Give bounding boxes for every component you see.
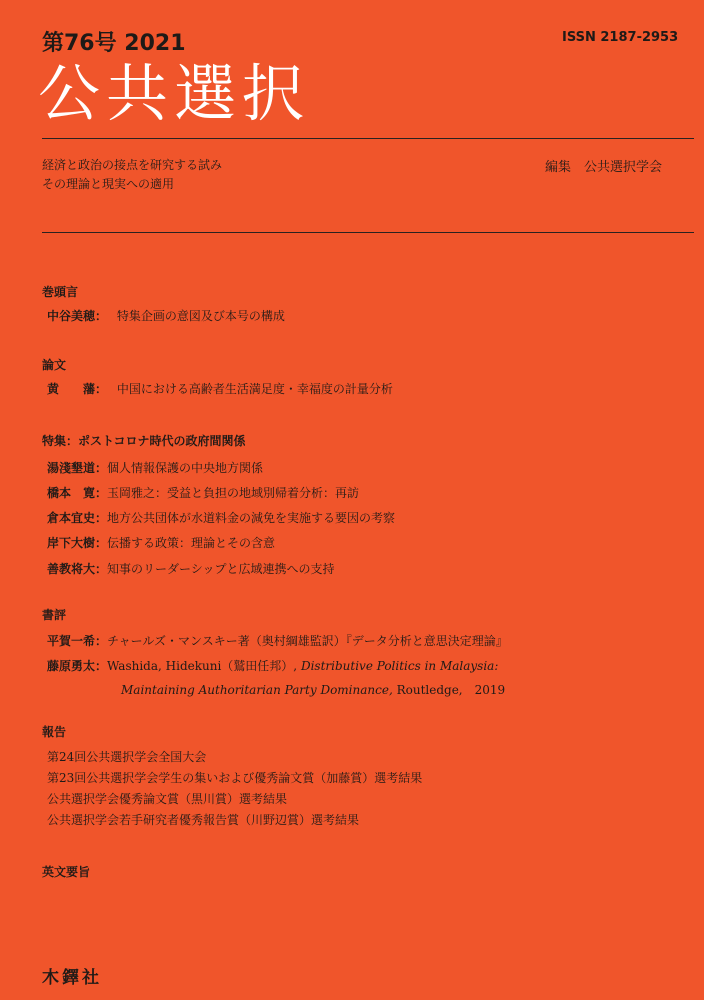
- toc-author: 藤原勇太：: [47, 659, 108, 673]
- editor: 編集 公共選択学会: [545, 160, 663, 175]
- toc-title-part: Maintaining Authoritarian Party Dominance,: [121, 683, 393, 697]
- report-item: 第23回公共選択学会学生の集いおよび優秀論文賞（加藤賞）選考結果: [47, 771, 423, 785]
- section-heading-article: 論文: [42, 358, 67, 372]
- toc-entry-special: [47, 459, 263, 476]
- section-heading-abstract: 英文要旨: [42, 865, 91, 879]
- report-item: 第24回公共選択学会全国大会: [47, 750, 207, 764]
- section-heading-foreword: 巻頭言: [42, 285, 79, 299]
- divider-top: [42, 138, 694, 139]
- toc-entry-review: [47, 632, 508, 649]
- toc-author: 倉本宜史：: [47, 511, 108, 525]
- toc-author: 湯淺墾道：: [47, 461, 108, 475]
- subtitle-line-1: 経済と政治の接点を研究する試み: [42, 158, 223, 172]
- toc-author: 橋本 寛：: [47, 486, 108, 500]
- toc-title: 知事のリーダーシップと広域連携への支持: [107, 562, 335, 576]
- section-heading-special: 特集：ポストコロナ時代の政府間関係: [42, 434, 246, 448]
- report-item: 公共選択学会優秀論文賞（黒川賞）選考結果: [47, 792, 288, 806]
- toc-title: 地方公共団体が水道料金の減免を実施する要因の考察: [107, 511, 396, 525]
- toc-entry-special: [47, 509, 395, 526]
- toc-title-part: Routledge, 2019: [396, 683, 506, 697]
- journal-title: 公共選択: [38, 57, 311, 130]
- toc-entry-review-continued: [121, 681, 505, 698]
- toc-title-part: Washida, Hidekuni（鷲田任邦）,: [107, 659, 298, 673]
- toc-title: チャールズ・マンスキー著（奥村綱雄監訳）『データ分析と意思決定理論』: [107, 634, 508, 648]
- subtitle-line-2: その理論と現実への適用: [42, 177, 175, 191]
- toc-author: 中谷美穂：: [47, 309, 108, 323]
- toc-author: 岸下大樹：: [47, 536, 108, 550]
- toc-title: 伝播する政策：理論とその含意: [107, 536, 276, 550]
- toc-author: 黄 藩：: [47, 382, 108, 396]
- section-heading-report: 報告: [42, 725, 67, 739]
- toc-title: 特集企画の意図及び本号の構成: [116, 309, 285, 323]
- section-heading-review: 書評: [42, 608, 67, 622]
- toc-title: 玉岡雅之：受益と負担の地域別帰着分析：再訪: [107, 486, 360, 500]
- issn: ISSN 2187-2953: [562, 30, 679, 45]
- toc-author: 善教将大：: [47, 562, 108, 576]
- report-item: 公共選択学会若手研究者優秀報告賞（川野辺賞）選考結果: [47, 813, 360, 827]
- toc-entry-foreword: [47, 307, 285, 324]
- toc-title: 個人情報保護の中央地方関係: [107, 461, 264, 475]
- toc-author: 平賀一希：: [47, 634, 108, 648]
- publisher: 木鐸社: [42, 968, 102, 988]
- toc-entry-special: [47, 560, 335, 577]
- divider-bottom: [42, 232, 694, 233]
- toc-title: 中国における高齢者生活満足度・幸福度の計量分析: [116, 382, 393, 396]
- toc-entry-special: [47, 484, 359, 501]
- toc-entry-review: [47, 657, 498, 674]
- issue-number: 第76号 2021: [42, 31, 186, 56]
- toc-title-part: Distributive Politics in Malaysia:: [300, 659, 499, 673]
- toc-entry-article: [47, 380, 393, 397]
- toc-entry-special: [47, 534, 275, 551]
